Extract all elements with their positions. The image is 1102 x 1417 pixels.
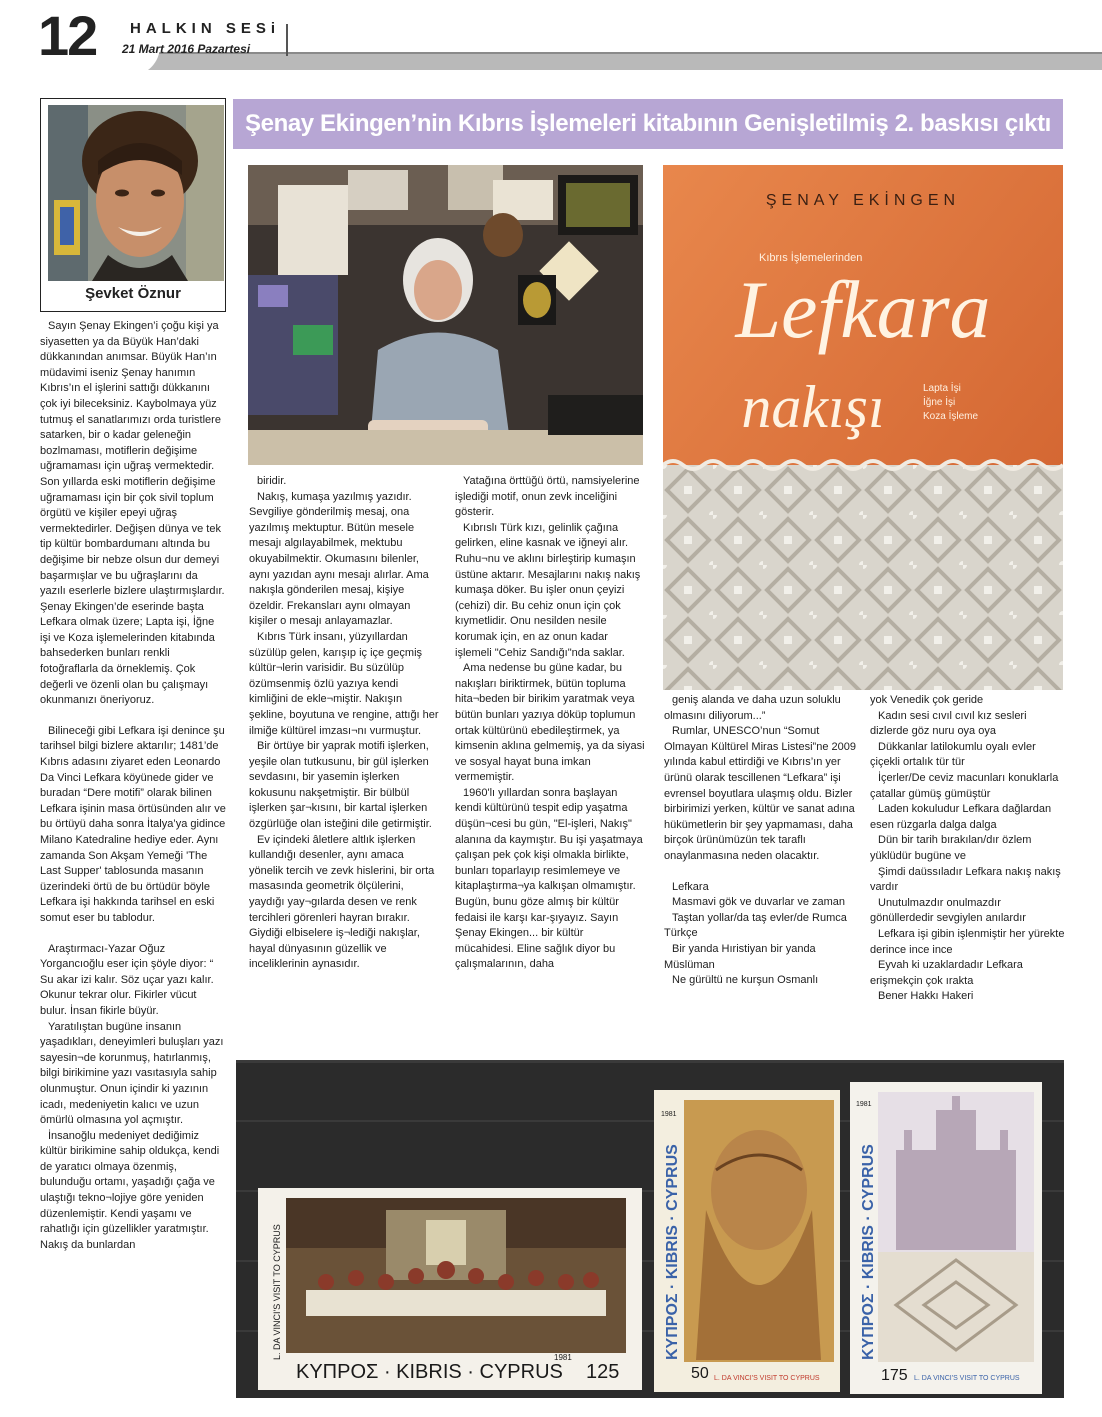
newspaper-name: HALKIN SESi bbox=[130, 20, 281, 37]
poem-line: Laden kokuludur Lefkara dağlardan esen rüzgarla dalga dalga bbox=[870, 803, 1052, 831]
stamp-1-country: ΚΥΠΡΟΣ · KIBRIS · CYPRUS bbox=[296, 1361, 563, 1383]
poem-line: yok Venedik çok geride bbox=[870, 694, 984, 706]
book-cover bbox=[663, 165, 1063, 690]
stamp-2-year: 1981 bbox=[661, 1111, 677, 1118]
poem-line: Lefkara işi gibin işlenmiştir her yürekte derince ince ince bbox=[870, 927, 1065, 956]
stamp-1-caption: L. DA VINCI'S VISIT TO CYPRUS bbox=[272, 1224, 282, 1360]
article-column-5 bbox=[870, 693, 1065, 1005]
paragraph: biridir. bbox=[257, 475, 287, 487]
book-tagline-1: Lapta İşi bbox=[923, 383, 961, 394]
poem-line: Şimdi daüssıladır Lefkara nakış nakış vardır bbox=[870, 865, 1061, 894]
stamp-leonardo-portrait bbox=[654, 1090, 840, 1392]
paragraph: Ama nedense bu güne kadar, bu nakışları biriktirmek, bütün topluma hita¬beden bir birikim yaratmak veya bütün bunları yazıya döküp toplumun ortak kültürünü ebedileştirmek, ya kimsenin aklına gelmemiş, ya da siyasi ve sosyal hayat buna imkan vermemiştir. bbox=[455, 662, 645, 784]
poem-line: Kadın sesi cıvıl cıvıl kız sesleri dizlerde göz nuru oya oya bbox=[870, 709, 1027, 738]
poem-author: Bener Hakkı Hakeri bbox=[878, 990, 974, 1003]
paragraph: Bir örtüye bir yaprak motifi işlerken, yeşile olan tutkusunu, bir gül işlerken sevdasını, bir yasemin işlerken kokusunu nakşetmiştir. Bir bülbül işlerken şar¬kısını, bir kartal işlerken özgürlüğe olan isteğini dile getirmiştir. bbox=[249, 740, 432, 831]
paragraph: Yatağına örttüğü örtü, namsiyelerine işlediği motif, onun zevk inceliğini gösterir. bbox=[455, 475, 640, 519]
article-column-3 bbox=[455, 474, 645, 973]
poem-line: İçerler/De ceviz macunları konuklarla çatallar gümüş gümüştür bbox=[870, 771, 1059, 800]
poem-line: Dün bir tarih bırakılan/dır özlem yüklüdür bugüne ve bbox=[870, 834, 1032, 862]
header-divider bbox=[286, 24, 288, 56]
stamp-1-year: 1981 bbox=[554, 1353, 572, 1362]
poem-title: Lefkara bbox=[672, 880, 709, 893]
paragraph: İnsanoğlu medeniyet dediğimiz kültür birikimine sahip oldukça, kendi de yaratıcı olmaya özenmiş, bulunduğu ortamı, yaşadığı çağa ve ulaştığı tekno¬lojiye göre yeniden düzenlemiştir. Kendi yaşamı ve rahatlığı için güzellikler yaratmıştır. Nakış da bunlardan bbox=[40, 1129, 220, 1251]
poem-line: Masmavi gök ve duvarlar ve zaman bbox=[672, 896, 846, 909]
stamp-3-value: 175 bbox=[881, 1367, 908, 1384]
paragraph: Sayın Şenay Ekingen’i çoğu kişi ya siyasetten ya da Büyük Han’daki dükkanından anımsar. Büyük Han’ın müdavimi iseniz Şenay hanımın Kıbrıs’ın el işlerini sattığı dükkanını çok iyi bileceksiniz. Kaybolmaya yüz tutmuş el sanatlarımızı orda turistlere satarken, bir o kadar geleneğin bozlmaması, motiflerin değişime uğramaması için uğraş vermektedir. Son yıllarda eski motiflerin değişime uğramaması için bir çok sivil toplum örgütü ve kişiler epeyi uğraş vermektedirler. Değişen dünya ve tek tip kültür bombardumanı altında bu değişime bir nebze olsun dur demeyi başarmışlar ve bu uğraşlarını da yazılı eserlerle bizlere ulaştırmışlardır. Şenay Ekingen’de eserinde başta Lefkara olmak üzere; Lapta işi, İğne işi ve Koza işlemelerinden kitabında bahsederken bunları renkli fotoğraflarla da örneklemiş. Çok değerli ve özenli olan bu çalışmayı okunmanızı öneriyoruz. bbox=[40, 320, 225, 707]
poem-line: Unutulmazdır onulmazdır gönüllerdedir sevgiylen anılardır bbox=[870, 896, 1026, 925]
shop-photo bbox=[248, 165, 643, 465]
stamp-2-country: ΚΥΠΡΟΣ · KIBRIS · CYPRUS bbox=[664, 1144, 681, 1360]
article-column-1 bbox=[40, 319, 226, 1253]
poem-line: Taştan yollar/da taş evler/de Rumca Türkçe bbox=[664, 911, 847, 940]
book-title-line2: nakışı bbox=[741, 374, 885, 440]
stamps-image bbox=[236, 1060, 1064, 1398]
paragraph: geniş alanda ve daha uzun soluklu olmasını diliyorum...” bbox=[664, 694, 841, 722]
paragraph: Nakış, kumaşa yazılmış yazıdır. Sevgiliye gönderilmiş mesaj, ona yazılmış mektuptur. Bütün mesele mesajı algılayabilmek, mektubu okuyabilmektir. Okumasını bilenler, aynı yazıdan aynı mesajı alırlar. Ama nakışla gönderilen mesaj, kişiye özeldir. Frekansları aynı olmayan kişiler o mesajı anlayamazlar. bbox=[249, 490, 429, 628]
book-author: ŞENAY EKİNGEN bbox=[765, 192, 961, 209]
issue-date: 21 Mart 2016 Pazartesi bbox=[122, 42, 251, 56]
paragraph: Ev içindeki âletlere altlık işlerken kullandığı desenler, aynı amaca yönelik tercih ve zevk hislerini, bir orta masasında geometrik ölçülerini, yaydığı yay¬gılarda desen ve renk tercihleri görenleri hayran bırakır. Giydiği elbiselere iş¬lediği nakışlar, hayal dünyasının güzellik ve inceliklerinin aynasıdır. bbox=[249, 833, 435, 971]
paragraph: 1960'lı yıllardan sonra başlayan kendi kültürünü tespit edip yaşatma düşün¬cesi bu gün, "El-işleri, Nakış" alanına da kaymıştır. Bu işi yaşatmaya çalışan pek çok kişi olmakla birlikte, bunları toparlayıp resimlemeye ve kitaplaştırma¬ya kalkışan olmamıştır. Bugün, bunu göze almış bir kültür fedaisi ile karşı kar-şıyayız. Sayın Şenay Ekingen... bir kültür mücahidesi. Eline sağlık diyor bu çalışmalarının, daha bbox=[455, 786, 643, 971]
poem-line: Ne gürültü ne kurşun Osmanlı bbox=[672, 974, 819, 987]
page-number: 12 bbox=[38, 4, 97, 67]
paragraph: Yaratılıştan bugüne insanın yaşadıkları, deneyimleri buluşları yazı sayesin¬de korunmuş, hatırlanmış, bilgi birikimine yazı vasıtasıyla sahip olunmuştur. Onun içindir ki yazının icadı, medeniyetin kalıcı ve uzun ömürlü olmasına yol açmıştır. bbox=[40, 1020, 224, 1127]
stamp-2-caption: L. DA VINCI'S VISIT TO CYPRUS bbox=[714, 1375, 820, 1382]
poem-line: Eyvah ki uzaklardadır Lefkara erişmekçin çok ıraktа bbox=[870, 959, 1023, 987]
book-tagline-3: Koza İşleme bbox=[923, 411, 979, 422]
poem-line: Bir yanda Hıristiyan bir yanda Müslüman bbox=[664, 942, 816, 971]
stamp-3-caption: L. DA VINCI'S VISIT TO CYPRUS bbox=[914, 1375, 1020, 1382]
author-name: Şevket Öznur bbox=[85, 285, 181, 302]
stamp-3-country: ΚΥΠΡΟΣ · KIBRIS · CYPRUS bbox=[860, 1144, 877, 1360]
stamp-last-supper bbox=[258, 1188, 642, 1390]
book-subtitle: Kıbrıs İşlemelerinden bbox=[759, 252, 863, 264]
book-tagline-2: İğne İşi bbox=[923, 397, 956, 408]
article-column-2 bbox=[249, 474, 439, 973]
article-column-4 bbox=[664, 693, 859, 989]
stamp-1-value: 125 bbox=[586, 1361, 620, 1383]
book-title-line1: Lefkara bbox=[735, 264, 991, 355]
stamp-2-value: 50 bbox=[691, 1365, 709, 1382]
author-photo bbox=[48, 105, 224, 281]
paragraph: Kıbrıslı Türk kızı, gelinlik çağına gelirken, eline kasnak ve iğneyi alır. Ruhu¬nu ve aklını birleştirip kumaşın üstüne aktarır. Mesajlarını nakış nakış kumaşa döker. Bu işler onun çeyizi (cehizi) dir. Bu cehiz onun için çok kıymetlidir. Onu nesilden nesile korumak için, en az onun kadar işlemeli "Cehiz Sandığı"nda saklar. bbox=[455, 521, 641, 659]
stamp-3-year: 1981 bbox=[856, 1101, 872, 1108]
paragraph: Kıbrıs Türk insanı, yüzyıllardan süzülüp gelen, karışıp iç içe geçmiş kültür¬lerin varisidir. Bu süzülüp özümsenmiş özlü yazıya kendi kimliğini de ekle¬miştir. Nakışın şekline, boyutuna ve rengine, attığı her ilmiğe kültürel imzası¬nı vurmuştur. bbox=[249, 630, 439, 737]
paragraph: Rumlar, UNESCO’nun “Somut Olmayan Kültürel Miras Listesi”ne 2009 yılında kabul ettirdiği ve Kıbrıs’ın yer ürünü olarak tescillenen “Lefkara” işi evrensel boyutlara ulaşmış oldu. Bizler birbirimizi yerken, kültür ve sanat adına hükümetlerin bir şey yapmaması, daha birçok ürünümüzün tek taraflı onaylanmasına neden olacaktır. bbox=[664, 725, 856, 862]
article-headline: Şenay Ekingen’nin Kıbrıs İşlemeleri kitabının Genişletilmiş 2. baskısı çıktı bbox=[233, 99, 1063, 149]
header-rule bbox=[112, 52, 1102, 70]
poem-line: Dükkanlar latilokumlu oyalı evler çiçekli ortalık tür tür bbox=[870, 740, 1036, 769]
stamp-milan-cathedral bbox=[850, 1082, 1042, 1394]
paragraph: Bilineceği gibi Lefkara işi denince şu tarihsel bilgi bizlere aktarılır; 1481’de Kıbrıs adasını ziyaret eden Leonardo Da Vinci Lefkara köyünede gider ve buradan “Dere motifi” olarak bilinen Lefkara işinin masa örtüsünden alır ve bu örtüyü daha sonra İtalya’ya gidince Milano Katedraline hediye eder. Aynı zamanda Son Akşam Yemeği 'The Last Supper' tablosunda masanın üzerindeki örtü de bu örtüdür böyle Lefkara işi hakkında tarihsel en eski somut eser bu tablodur. bbox=[40, 724, 226, 924]
paragraph: Araştırmacı-Yazar Oğuz Yorgancıoğlu eser için şöyle diyor: “ Su akar izi kalır. Söz uçar yazı kalır. Okunur tekrar olur. Fikirler vücut bulur. İnsan fikirle büyür. bbox=[40, 942, 214, 1017]
